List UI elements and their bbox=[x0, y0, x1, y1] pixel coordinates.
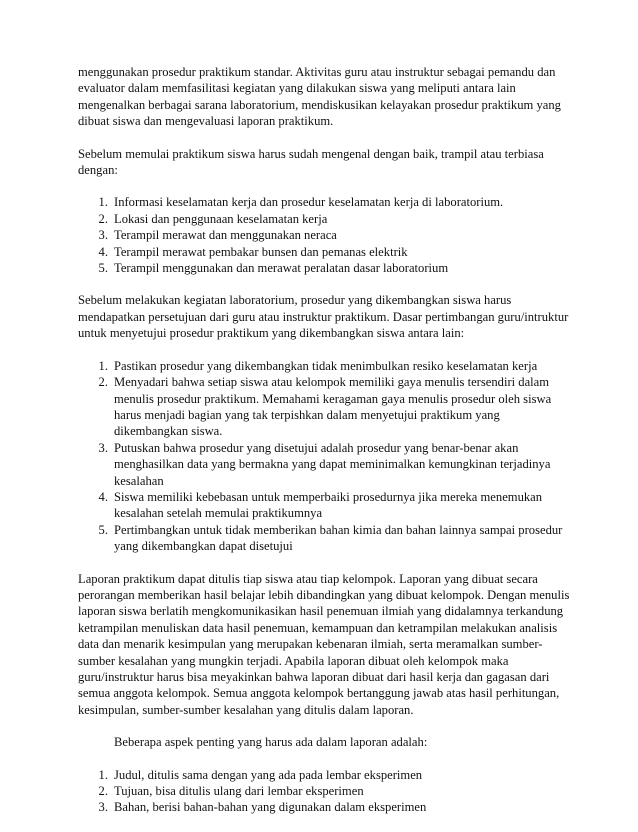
list-number: 2. bbox=[98, 211, 108, 226]
list-approval-criteria bbox=[78, 358, 573, 555]
list-number: 1. bbox=[98, 767, 108, 782]
paragraph-before-practicum: Sebelum memulai praktikum siswa harus sudah mengenal dengan baik, trampil atau terbiasa dengan: bbox=[78, 146, 544, 178]
list-item bbox=[78, 358, 573, 374]
paragraph-report: Laporan praktikum dapat ditulis tiap siswa atau tiap kelompok. Laporan yang dibuat secara perorangan memberikan hasil belajar lebih dibandingkan yang dibuat kelompok. Dengan menulis laporan siswa berlatih mengkomunikasikan hasil penemuan ilmiah yang didalamnya terkandung ketrampilan menuliskan data hasil penemuan, kemampuan dan ketrampilan melakukan analisis data dan menarik kesimpulan yang merupakan kebenaran ilmiah, serta meramalkan sumber-sumber kesalahan yang mungkin terjadi. Apabila laporan dibuat oleh kelompok maka guru/instruktur harus bisa meyakinkan bahwa laporan dibuat dari hasil kerja dan gagasan dari semua anggota kelompok. Semua anggota kelompok bertanggung jawab atas hasil perhitungan, kesimpulan, sumber-sumber kesalahan yang ditulis dalam laporan. bbox=[78, 571, 570, 717]
list-safety-skills bbox=[78, 194, 573, 276]
paragraph-intro: menggunakan prosedur praktikum standar. Aktivitas guru atau instruktur sebagai pemandu dan evaluator dalam memfasilitasi kegiatan yang dilakukan siswa yang meliputi antara lain mengenalkan berbagai sarana laboratorium, mendiskusikan kelayakan prosedur praktikum yang dibuat siswa dan mengevaluasi laporan praktikum. bbox=[78, 65, 561, 129]
list-text: Informasi keselamatan kerja dan prosedur keselamatan kerja di laboratorium. bbox=[114, 195, 504, 210]
list-number: 3. bbox=[98, 800, 108, 815]
list-text: Menyadari bahwa setiap siswa atau kelompok memiliki gaya menulis tersendiri dalam menulis prosedur praktikum. Memahami keragaman gaya menulis prosedur oleh siswa harus menjadi bagian yang tak terpishkan dalam menyetujui praktikum yang dikembangkan siswa. bbox=[114, 375, 552, 439]
list-text: Tujuan, bisa ditulis ulang dari lembar eksperimen bbox=[114, 784, 364, 799]
list-text: Terampil merawat dan menggunakan neraca bbox=[114, 228, 337, 243]
paragraph-report-aspects: Beberapa aspek penting yang harus ada dalam laporan adalah: bbox=[114, 735, 428, 750]
list-number: 5. bbox=[98, 522, 108, 537]
list-item bbox=[78, 211, 573, 227]
list-text: Judul, ditulis sama dengan yang ada pada lembar eksperimen bbox=[114, 767, 423, 782]
list-text: Pastikan prosedur yang dikembangkan tidak menimbulkan resiko keselamatan kerja bbox=[114, 358, 538, 373]
list-item bbox=[78, 799, 573, 815]
list-item bbox=[78, 374, 573, 440]
document-page bbox=[78, 64, 573, 832]
list-number: 2. bbox=[98, 375, 108, 390]
list-text: Terampil menggunakan dan merawat peralatan dasar laboratorium bbox=[114, 261, 449, 276]
list-number: 5. bbox=[98, 261, 108, 276]
list-number: 4. bbox=[98, 244, 108, 259]
list-item bbox=[78, 489, 573, 522]
list-text: Putuskan bahwa prosedur yang disetujui adalah prosedur yang benar-benar akan menghasilkan data yang bermakna yang dapat meminimalkan kemungkinan terjadinya kesalahan bbox=[114, 440, 551, 488]
list-number: 4. bbox=[98, 489, 108, 504]
list-number: 3. bbox=[98, 440, 108, 455]
list-text: Siswa memiliki kebebasan untuk memperbaiki prosedurnya jika mereka menemukan kesalahan setelah memulai praktikumnya bbox=[114, 489, 543, 521]
list-text: Pertimbangkan untuk tidak memberikan bahan kimia dan bahan lainnya sampai prosedur yang dikembangkan dapat disetujui bbox=[114, 522, 563, 554]
list-text: Lokasi dan penggunaan keselamatan kerja bbox=[114, 211, 328, 226]
list-item bbox=[78, 227, 573, 243]
list-item bbox=[78, 767, 573, 783]
list-number: 1. bbox=[98, 358, 108, 373]
list-number: 3. bbox=[98, 228, 108, 243]
list-number: 1. bbox=[98, 195, 108, 210]
list-item bbox=[78, 440, 573, 489]
list-report-aspects bbox=[78, 767, 573, 816]
list-text: Bahan, berisi bahan-bahan yang digunakan dalam eksperimen bbox=[114, 800, 427, 815]
list-item bbox=[78, 783, 573, 799]
list-item bbox=[78, 194, 573, 210]
list-text: Terampil merawat pembakar bunsen dan pemanas elektrik bbox=[114, 244, 408, 259]
list-item bbox=[78, 244, 573, 260]
paragraph-approval: Sebelum melakukan kegiatan laboratorium, prosedur yang dikembangkan siswa harus mendapatkan persetujuan dari guru atau instruktur praktikum. Dasar pertimbangan guru/intruktur untuk menyetujui prosedur praktikum yang dikembangkan siswa antara lain: bbox=[78, 293, 569, 341]
list-item bbox=[78, 522, 573, 555]
list-number: 2. bbox=[98, 784, 108, 799]
list-item bbox=[78, 260, 573, 276]
